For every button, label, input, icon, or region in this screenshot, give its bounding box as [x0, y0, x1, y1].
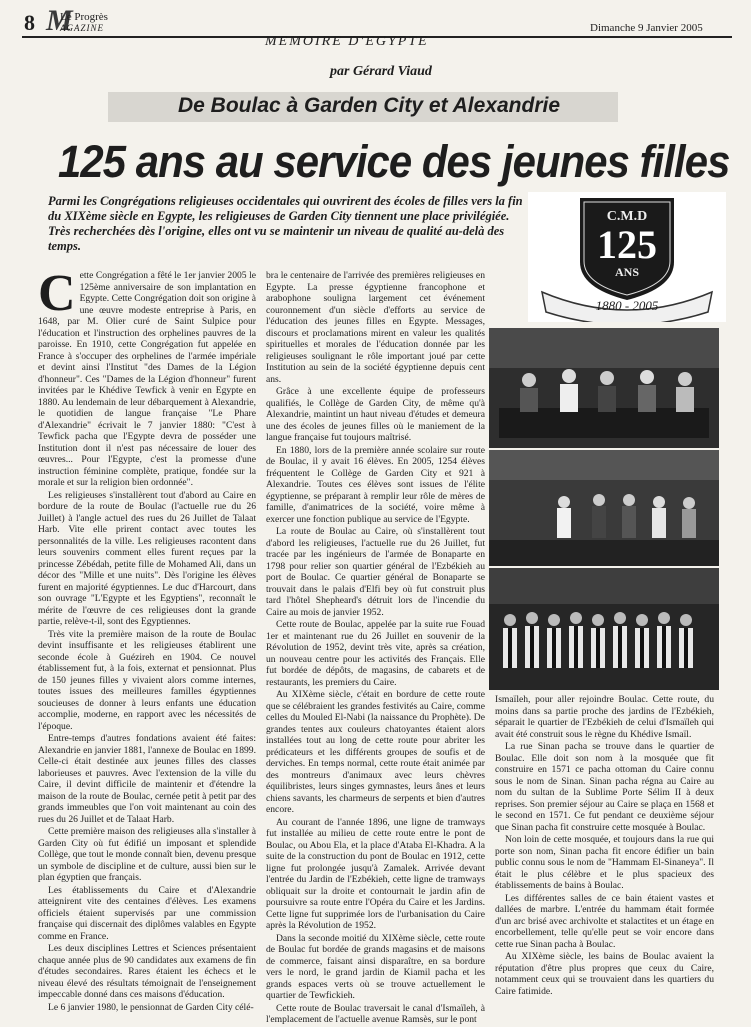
paragraph: La rue Sinan pacha se trouve dans le quartier de Boulac. Elle doit son nom à la mosquée que fit construire en 1571 ce pacha ottoman du Caire connu sous le nom de Sinan. Sinan pacha régna au Caire au nom du sultan de la Sublime Porte Sélim II à deux reprises. Son premier séjour au Caire se plaça en 1568 et le second en 1571. Ce fut pendant ce deuxième séjour que Sinan pacha fit construire cette mosquée à Boulac. — [495, 741, 714, 833]
shield-number: 125 — [597, 222, 657, 267]
paragraph: Dans la seconde moitié du XIXème siècle, cette route de Boulac fut bordée de grands magasins et de maisons de commerce, faisant ainsi disparaître, en sa bordure vers le nord, le grand jardin de Kiamil pacha et les grands espaces verts où se trouve actuellement le quartier de Tewfickieh. — [266, 932, 485, 1001]
logo-line1: Le Progrès — [60, 11, 108, 23]
column-3 — [495, 694, 714, 998]
shield-years: 1880 - 2005 — [595, 298, 659, 313]
logo-letter: M — [46, 4, 73, 37]
paragraph: Non loin de cette mosquée, et toujours dans la rue qui porte son nom, Sinan pacha fit encore édifier un bain public connu sous le nom de "Hammam El-Sinaneya". Il était le plus célèbre et le plus spacieux des établissements de bains à Boulac. — [495, 834, 714, 891]
shield-line2: ANS — [614, 265, 640, 279]
paragraph: Cette première maison des religieuses alla s'installer à Garden City où fut édifié un imposant et splendide Collège, que tout le monde connaît bien, devenu presque un symbole de discipline et de culture, aussi bien sur le plan égyptien que français. — [38, 826, 256, 883]
paragraph: Les religieuses s'installèrent tout d'abord au Caire en bordure de la route de Boulac (l'actuelle rue du 26 Juillet) à l'angle actuel des rues du 26 Juillet de Talaat Harb. Vite elle prirent contact avec toutes les personnalités de la ville. Les religieuses racontent dans leurs souvenirs comment elles furent reçues par la princesse Zébédah, petite fille de Mohamed Ali, dans un décor des "Mille et une nuits". Dès l'origine les élèves furent en majorité égyptiennes. Le duc d'Harcourt, dans son ouvrage "L'Egypte et les Egyptiens", reconnaît le mérite de l'œuvre de ces religieuses dont la grande partie, relève-t-il, sont des Egyptiennes. — [38, 489, 256, 627]
section-title: MEMOIRE D'EGYPTE — [265, 34, 429, 49]
photo-choir-girls — [489, 568, 719, 690]
magazine-logo — [46, 4, 108, 37]
article-subtitle: De Boulac à Garden City et Alexandrie — [178, 94, 561, 117]
paragraph: Le 6 janvier 1980, le pensionnat de Garden City célé- — [48, 1001, 254, 1013]
paragraph: bra le centenaire de l'arrivée des premières religieuses en Egypte. La presse égyptienne francophone et arabophone souligna largement cet événement couronnement d'un siècle d'efforts au service de l'éducation des jeunes filles en Egypte. Messages, discours et proclamations mirent en valeur les qualités spirituelles et morales de l'éducation donnée par les religieuses soulignant le rôle important joué par cette Institution au sein de la société égyptienne depuis cent ans. — [266, 270, 485, 385]
article-intro: Parmi les Congrégations religieuses occidentales qui ouvrirent des écoles de filles vers la fin du XIXème siècle en Egypte, les religieuses de Garden City tiennent une place privilégiée. Très recherchées dès l'origine, elles ont vu se maintenir un niveau de qualité au-delà des temps. — [48, 194, 523, 253]
byline: par Gérard Viaud — [330, 64, 432, 79]
paragraph: Très vite la première maison de la route de Boulac devint insuffisante et les religieuses établirent une seconde école à Guézireh en 1904. Ce nouvel établissement fut, à la fois, externat et pensionnat. Plus de 150 jeunes filles y vivaient alors comme internes, toutes issues des meilleures familles égyptiennes soucieuses de donner à leurs enfants une éducation accomplie, moderne, en rapport avec les nécessités de l'époque. — [38, 628, 256, 732]
column-1 — [38, 265, 256, 1014]
paragraph: En 1880, lors de la première année scolaire sur route de Boulac, il y avait 16 élèves. En 2005, 1254 élèves fréquentent le Collège de Garden City et 921 à Alexandrie. Toutes ces élèves sont issues de l'élite égyptienne, se préparant à remplir leur rôle de mères de famille, d'animatrices de la société, voire même à exercer une fonction publique au service de l'Egypte. — [266, 444, 485, 525]
paragraph: Ismaïleh, pour aller rejoindre Boulac. Cette route, du moins dans sa partie proche des jardins de l'Ezbékieh, séparait le quartier de l'Ezbékieh de celui d'Ismaïleh qui avait été construit sous le règne du Khédive Ismaïl. — [495, 694, 714, 740]
drop-cap: C — [38, 265, 76, 322]
anniversary-shield — [528, 192, 726, 322]
article-title: 125 ans au service des jeunes filles — [58, 136, 730, 187]
logo-line2: AGAZINE — [60, 23, 104, 33]
paragraph: Au XIXème siècle, les bains de Boulac avaient la réputation d'être plus propres que ceux du Caire, notamment ceux qui se trouvaient dans les quartiers du Caire fatimide. — [495, 951, 714, 997]
paragraph: Les deux disciplines Lettres et Sciences présentaient chaque année plus de 90 candidates aux examens de fin d'études secondaires. Rares étaient les échecs et le niveau élevé des résultats témoignait de l'enseignement impeccable donné dans ces maisons d'éducation. — [38, 943, 256, 1000]
column-2 — [266, 270, 485, 1027]
paragraph: ette Congrégation a fêté le 1er janvier 2005 le 125ème anniversaire de son implantation en Egypte. Cette Congrégation doit son origine à une œuvre modeste entreprise à Paris, en 1648, par M. Olier curé de Saint Sulpice pour l'éducation et l'instruction des orphelines pauvres de la paroisse. En 1910, cette Congrégation fut appelée en France à s'occuper des orphelines de l'armée impériale et devint ainsi l'Institut "des Dames de la Légion d'honneur". Ces "Dames de la Légion d'honneur" furent invitées par le Khédive Tewfick à venir en Egypte en 1880. Au lendemain de leur débarquement à Alexandrie, le quotidien de langue française "Le Phare d'Alexandrie" écrivait le 7 janvier 1880: "C'est à Tewfick pacha que l'Egypte devra de posséder une Institution dont il n'est pas nécessaire de louer des œuvres... Pour l'Egypte, c'est la promesse d'une instruction féminine complète, pratique, fondée sur la morale et sur la religion bien ordonnée". — [38, 270, 256, 488]
issue-date: Dimanche 9 Janvier 2005 — [590, 22, 703, 34]
paragraph: La route de Boulac au Caire, où s'installèrent tout d'abord les religieuses, l'actuelle rue du 26 Juillet, fut tracée par les ingénieurs de l'armée de Bonaparte en 1798 pour relier son quartier général de l'Ezbékieh au port de Boulac. Ce quartier général de Bonaparte se trouvait dans le palais d'Elfi bey où fut construit plus tard l'hôtel Shepheard's détruit lors de l'incendie du Caire au mois de janvier 1952. — [266, 526, 485, 618]
paragraph: Les différentes salles de ce bain étaient vastes et dallées de marbre. L'entrée du hammam était formée d'un arc brisé avec archivolte et stalactites et un étage en encorbellement, telle qu'elle peut se voir encore dans cette rue Sinan pacha à Boulac. — [495, 892, 714, 950]
paragraph: Au courant de l'année 1896, une ligne de tramways fut installée au milieu de cette route entre le pont de Boulac, ou Abou Ela, et la place d'Ataba El-Khadra. A la suite de la construction du pont de Boulac en 1912, cette ligne fut prolongée jusqu'à Zamalek. Arrivée devant l'entrée du Jardin de l'Ezbékieh, cette ligne de tramways obliquait sur la droite et contournait le jardin afin de poursuivre sa route entre l'Opéra du Caire et les Jardins. Cette ligne fut supprimée lors de l'urbanisation du Caire après la Révolution de 1952. — [266, 816, 485, 931]
paragraph: Grâce à une excellente équipe de professeurs qualifiés, le Collège de Garden City, de même qu'à Alexandrie, maintint un haut niveau d'études et demeura une des écoles de jeunes filles où le maniement de la langue française fut toujours maîtrisé. — [266, 386, 485, 443]
shield-line1: C.M.D — [606, 209, 648, 224]
photo-women-at-table — [489, 328, 719, 448]
paragraph: Entre-temps d'autres fondations avaient été faites: Alexandrie en janvier 1881, l'annexe de Boulac en 1899. Celle-ci était destinée aux jeunes filles des classes laborieuses et pauvres. Avec l'extension de la ville du Caire, il devint difficile de maintenir et d'étendre la maison de la route de Boulac, cernée petit à petit par des grands immeubles que l'on voit maintenant au coin des rues du 26 Juillet et de Talaat Harb. — [38, 733, 256, 825]
page-number: 8 — [24, 10, 35, 35]
paragraph: Les établissements du Caire et d'Alexandrie atteignirent vite des centaines d'élèves. Les examens officiels étaient supervisés par une commission française qui discernait des diplômes valables en Egypte comme en France. — [38, 884, 256, 942]
photo-ceremony-hall — [489, 450, 719, 566]
paragraph: Au XIXème siècle, c'était en bordure de cette route que se célébraient les grandes festivités au Caire, comme celles du Mouled El-Nabi (la naissance du Prophète). De grandes tentes aux couleurs chatoyantes étaient alors installées tout au long de cette route pour abriter les prédicateurs et les différents groupes de soufis et de derviches. En temps normal, cette route était animée par des montreurs d'animaux avec leurs chèvres équilibristes, leurs singes gymnastes, leurs ânes et leurs chiens savants, les charmeurs de serpents et bien d'autres encore. — [266, 689, 485, 815]
paragraph: Cette route de Boulac, appelée par la suite rue Fouad 1er et maintenant rue du 26 Juillet en souvenir de la Révolution de 1952, devint très vite, après sa création, un nouveau centre pour les activités des Français. Elle fut bordée de dépôts, de magasins, de cabarets et de restaurants, les premiers du Caire. — [266, 619, 485, 688]
paragraph: Cette route de Boulac traversait le canal d'Ismaïleh, à l'emplacement de l'actuelle avenue Ramsès, sur le pont — [266, 1002, 485, 1025]
